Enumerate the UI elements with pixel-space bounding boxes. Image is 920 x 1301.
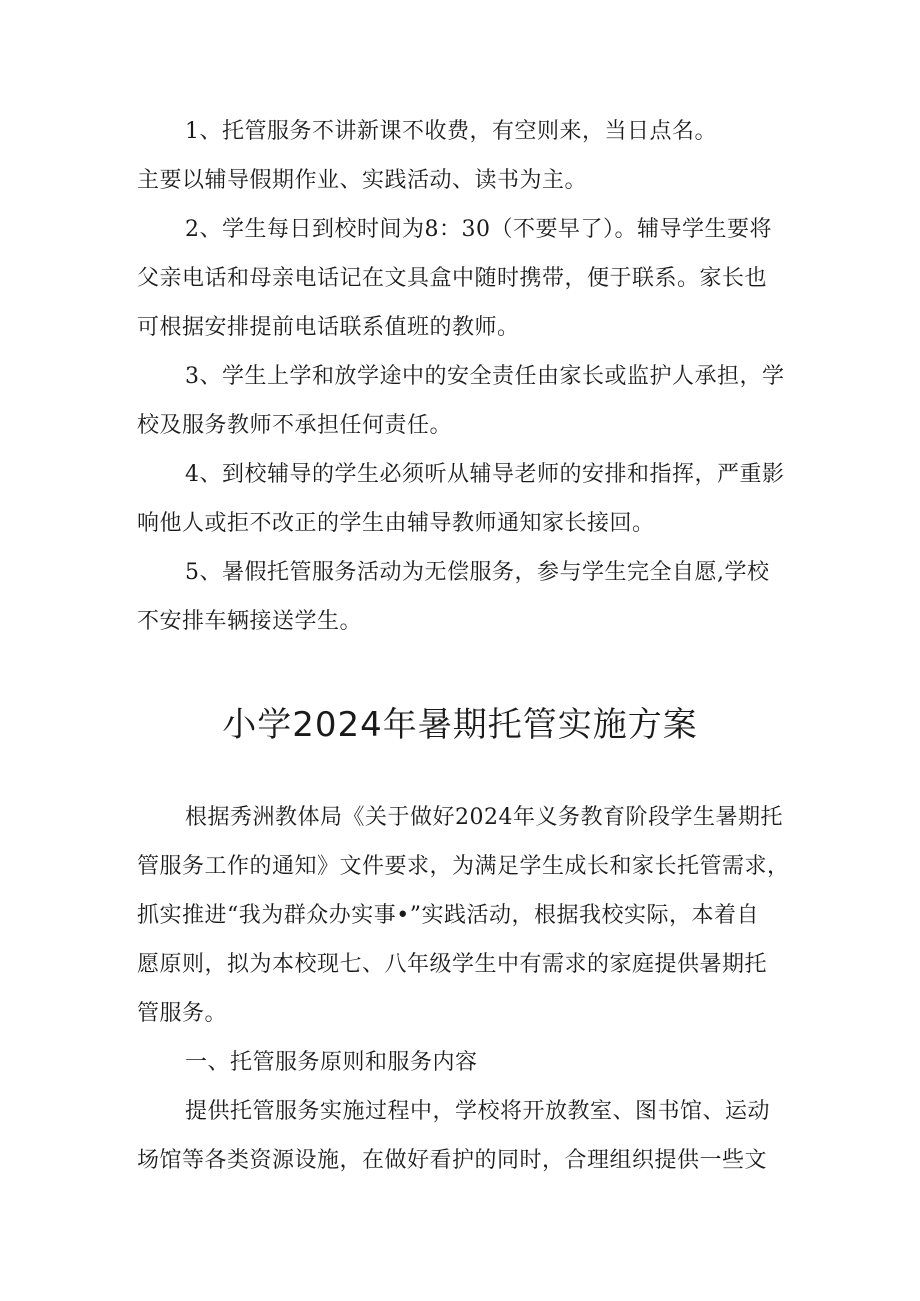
section-1-line-2: 场馆等各类资源设施，在做好看护的同时，合理组织提供一些文 xyxy=(137,1148,768,1173)
intro-line-4: 愿原则，拟为本校现七、八年级学生中有需求的家庭提供暑期托 xyxy=(137,952,768,977)
rule-2-line-2: 父亲电话和母亲电话记在文具盒中随时携带，便于联系。家长也 xyxy=(137,266,768,291)
intro-line-5: 管服务。 xyxy=(137,1001,228,1026)
rule-3-line-2: 校及服务教师不承担任何责任。 xyxy=(137,413,453,438)
rule-1-line-1: 1、托管服务不讲新课不收费，有空则来，当日点名。 xyxy=(185,119,717,144)
intro-line-3: 抓实推进“我为群众办实事•”实践活动，根据我校实际，本着自 xyxy=(137,903,759,928)
section-1-heading: 一、托管服务原则和服务内容 xyxy=(185,1050,478,1075)
rule-2-line-3: 可根据安排提前电话联系值班的教师。 xyxy=(137,315,520,340)
rule-3-line-1: 3、学生上学和放学途中的安全责任由家长或监护人承担，学 xyxy=(185,364,785,389)
rule-5-line-2: 不安排车辆接送学生。 xyxy=(137,609,363,634)
rule-4-line-2: 响他人或拒不改正的学生由辅导教师通知家长接回。 xyxy=(137,511,655,536)
section-1-line-1: 提供托管服务实施过程中，学校将开放教室、图书馆、运动 xyxy=(185,1099,771,1124)
rule-5-line-1: 5、暑假托管服务活动为无偿服务，参与学生完全自愿,学校 xyxy=(185,560,770,585)
document-title: 小学2024年暑期托管实施方案 xyxy=(222,705,698,745)
intro-line-2: 管服务工作的通知》文件要求，为满足学生成长和家长托管需求， xyxy=(137,854,790,879)
rule-2-line-1: 2、学生每日到校时间为8：30（不要早了）。辅导学生要将 xyxy=(185,217,772,242)
rule-4-line-1: 4、到校辅导的学生必须听从辅导老师的安排和指挥，严重影 xyxy=(185,462,785,487)
intro-line-1: 根据秀洲教体局《关于做好2024年义务教育阶段学生暑期托 xyxy=(185,805,783,830)
rule-1-line-2: 主要以辅导假期作业、实践活动、读书为主。 xyxy=(137,168,588,193)
